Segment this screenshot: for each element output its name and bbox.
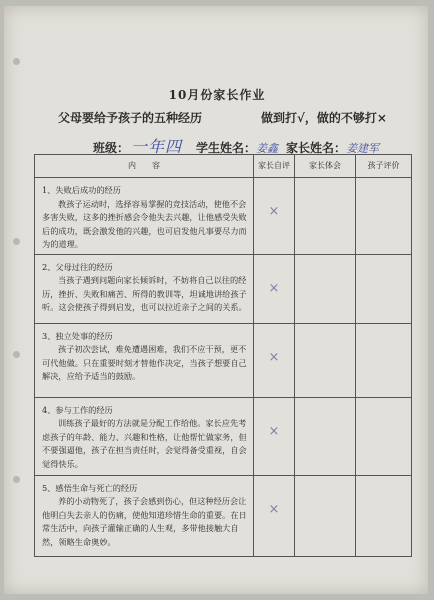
item-title: 3、独立处事的经历 bbox=[42, 330, 113, 341]
grade-label: 班级： bbox=[93, 141, 130, 155]
child-eval-cell[interactable] bbox=[356, 323, 412, 397]
cross-mark: × bbox=[268, 280, 280, 296]
item-body: 孩子初次尝试，难免遭遇困难，我们不应干预，更不可代他做。只在重要时刻才替他作决定，当孩子想要自己解决，应给予适当的鼓励。 bbox=[42, 344, 247, 381]
table-row bbox=[35, 475, 412, 556]
grade-value: 一年四 bbox=[131, 137, 183, 156]
child-eval-cell[interactable] bbox=[356, 178, 412, 255]
student-name-label: 学生姓名： bbox=[196, 141, 257, 155]
item-title: 2、父母过往的经历 bbox=[42, 261, 113, 272]
self-eval-cell[interactable] bbox=[254, 254, 295, 323]
cross-mark: × bbox=[268, 204, 280, 219]
header-parent-self-eval: 家长自评 bbox=[254, 155, 295, 178]
reflection-cell[interactable] bbox=[295, 397, 356, 475]
item-title: 5、感悟生命与死亡的经历 bbox=[42, 482, 138, 493]
item-title: 4、参与工作的经历 bbox=[42, 404, 113, 415]
header-child-eval: 孩子评价 bbox=[356, 155, 412, 178]
table-header-row bbox=[35, 155, 412, 178]
cross-mark: × bbox=[268, 423, 280, 439]
table-row bbox=[35, 397, 412, 475]
reflection-cell[interactable] bbox=[295, 323, 356, 397]
table-row bbox=[35, 323, 412, 397]
parent-name-label: 家长姓名： bbox=[286, 141, 347, 155]
self-eval-cell[interactable] bbox=[254, 178, 295, 255]
item-body: 养的小动物死了，孩子会感到伤心，但这种经历会让他明白失去亲人的伤痛，使他知道珍惜生命的重要。在日常生活中，向孩子灌输正确的人生观，多带他接触大自然，领略生命奥妙。 bbox=[42, 496, 247, 547]
child-eval-cell[interactable] bbox=[356, 475, 412, 556]
parent-name-value: 姜建军 bbox=[346, 142, 380, 155]
punch-hole bbox=[13, 238, 20, 245]
reflection-cell[interactable] bbox=[295, 178, 356, 255]
student-name-value: 姜鑫 bbox=[256, 142, 279, 155]
item-body: 教孩子运动时，选择容易掌握的竞技活动，使他不会多害失败，这多的挫折感会令他失去兴趣，让他感受失败后的成功，既会激发他的兴趣，也可启发他凡事要尽力而为的道理。 bbox=[42, 198, 247, 249]
page-title: 10月份家长作业 bbox=[168, 88, 266, 102]
punch-hole bbox=[13, 351, 20, 358]
table-row bbox=[35, 178, 412, 255]
cross-mark: × bbox=[268, 349, 280, 365]
item-body: 当孩子遇到问题向家长倾诉时，不妨将自己以往的经历，挫折、失败和痛苦、所得的教训等，坦诚地讲给孩子听。这会使孩子得到启发，也可以拉近亲子之间的关系。 bbox=[42, 275, 247, 312]
child-eval-cell[interactable] bbox=[356, 254, 412, 323]
reflection-cell[interactable] bbox=[295, 475, 356, 556]
self-eval-cell[interactable] bbox=[254, 323, 295, 397]
worksheet-subtitle: 父母要给予孩子的五种经历 bbox=[58, 111, 203, 125]
table-row bbox=[35, 254, 412, 323]
item-title: 1、失败后成功的经历 bbox=[42, 185, 121, 195]
self-eval-cell[interactable] bbox=[254, 475, 295, 556]
self-eval-cell[interactable] bbox=[254, 397, 295, 475]
header-content: 内 容 bbox=[35, 155, 254, 178]
marking-instruction: 做到打√，做的不够打× bbox=[261, 111, 387, 125]
punch-hole bbox=[13, 58, 20, 65]
reflection-cell[interactable] bbox=[295, 254, 356, 323]
homework-table bbox=[34, 154, 412, 557]
item-body: 训练孩子最好的方法就是分配工作给他。家长应先考虑孩子的年龄、能力、兴趣和性格，让他帮忙做家务，但不要强逼他，孩子在担当责任时，会觉得备受重视，自会觉得快乐。 bbox=[42, 418, 247, 469]
header-parent-reflection: 家长体会 bbox=[295, 155, 356, 178]
punch-hole bbox=[13, 476, 20, 483]
cross-mark: × bbox=[268, 501, 280, 517]
child-eval-cell[interactable] bbox=[356, 397, 412, 475]
